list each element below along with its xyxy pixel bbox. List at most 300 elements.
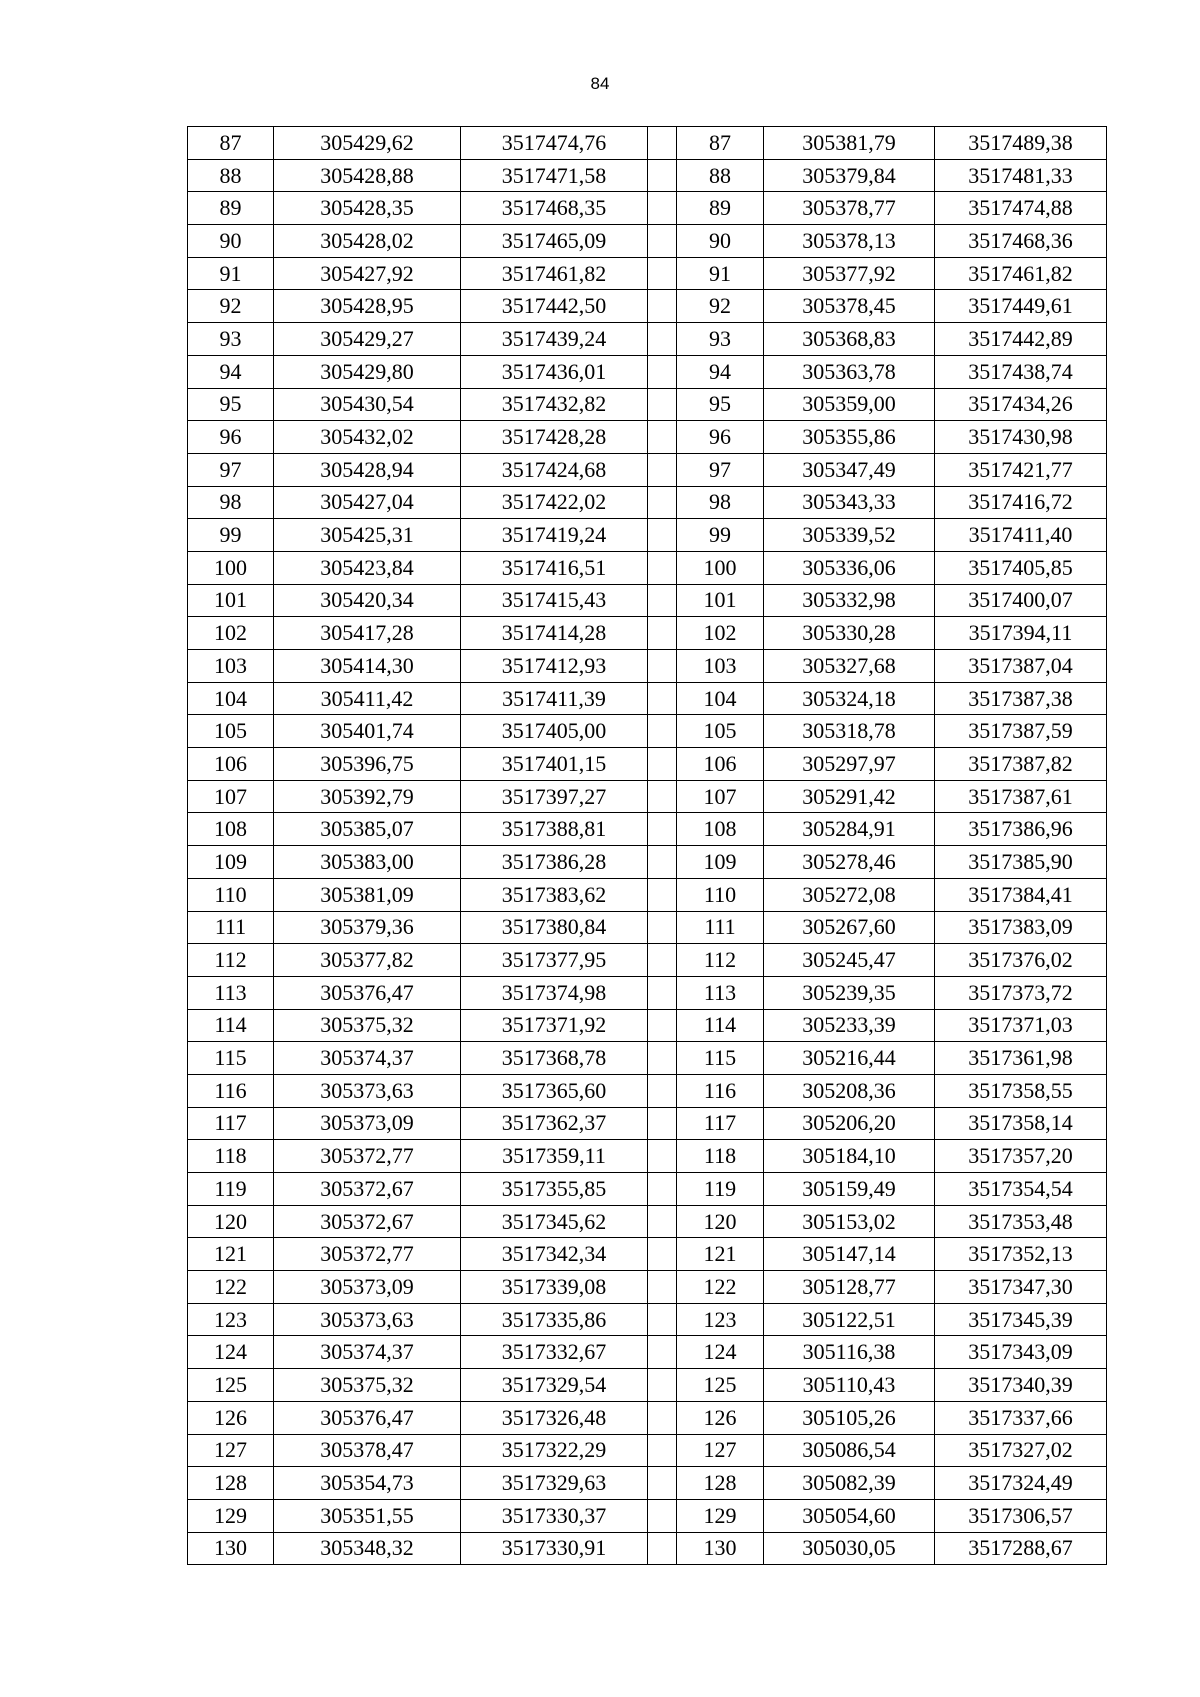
right-y-coordinate: 3517327,02 <box>935 1434 1107 1467</box>
table-row <box>188 486 1107 519</box>
table-row <box>188 715 1107 748</box>
left-x-coordinate: 305376,47 <box>274 976 461 1009</box>
left-point-number: 104 <box>188 682 274 715</box>
right-point-number: 92 <box>677 290 764 323</box>
right-point-number: 98 <box>677 486 764 519</box>
left-point-number: 92 <box>188 290 274 323</box>
left-y-coordinate: 3517414,28 <box>461 617 648 650</box>
right-x-coordinate: 305378,13 <box>764 225 935 258</box>
left-y-coordinate: 3517330,91 <box>461 1532 648 1565</box>
separator-cell <box>648 519 677 552</box>
left-point-number: 103 <box>188 650 274 683</box>
left-x-coordinate: 305392,79 <box>274 780 461 813</box>
right-x-coordinate: 305377,92 <box>764 257 935 290</box>
left-point-number: 126 <box>188 1401 274 1434</box>
right-y-coordinate: 3517306,57 <box>935 1499 1107 1532</box>
left-point-number: 111 <box>188 911 274 944</box>
right-point-number: 118 <box>677 1140 764 1173</box>
table-row <box>188 225 1107 258</box>
right-x-coordinate: 305147,14 <box>764 1238 935 1271</box>
right-x-coordinate: 305239,35 <box>764 976 935 1009</box>
separator-cell <box>648 1140 677 1173</box>
right-x-coordinate: 305105,26 <box>764 1401 935 1434</box>
right-point-number: 89 <box>677 192 764 225</box>
left-y-coordinate: 3517377,95 <box>461 944 648 977</box>
separator-cell <box>648 780 677 813</box>
right-point-number: 93 <box>677 323 764 356</box>
left-point-number: 110 <box>188 878 274 911</box>
right-point-number: 120 <box>677 1205 764 1238</box>
right-y-coordinate: 3517461,82 <box>935 257 1107 290</box>
left-x-coordinate: 305417,28 <box>274 617 461 650</box>
left-point-number: 105 <box>188 715 274 748</box>
right-x-coordinate: 305379,84 <box>764 159 935 192</box>
separator-cell <box>648 1499 677 1532</box>
left-y-coordinate: 3517329,54 <box>461 1369 648 1402</box>
right-point-number: 110 <box>677 878 764 911</box>
left-y-coordinate: 3517419,24 <box>461 519 648 552</box>
left-y-coordinate: 3517401,15 <box>461 748 648 781</box>
table-row <box>188 1336 1107 1369</box>
left-x-coordinate: 305373,09 <box>274 1271 461 1304</box>
right-x-coordinate: 305355,86 <box>764 421 935 454</box>
right-y-coordinate: 3517385,90 <box>935 846 1107 879</box>
table-row <box>188 911 1107 944</box>
right-x-coordinate: 305284,91 <box>764 813 935 846</box>
right-x-coordinate: 305378,77 <box>764 192 935 225</box>
left-y-coordinate: 3517322,29 <box>461 1434 648 1467</box>
left-y-coordinate: 3517374,98 <box>461 976 648 1009</box>
right-x-coordinate: 305245,47 <box>764 944 935 977</box>
table-row <box>188 976 1107 1009</box>
separator-cell <box>648 944 677 977</box>
left-x-coordinate: 305401,74 <box>274 715 461 748</box>
right-x-coordinate: 305216,44 <box>764 1042 935 1075</box>
left-point-number: 128 <box>188 1467 274 1500</box>
right-y-coordinate: 3517468,36 <box>935 225 1107 258</box>
left-point-number: 114 <box>188 1009 274 1042</box>
separator-cell <box>648 1074 677 1107</box>
right-y-coordinate: 3517421,77 <box>935 453 1107 486</box>
table-row <box>188 1140 1107 1173</box>
right-y-coordinate: 3517358,55 <box>935 1074 1107 1107</box>
right-x-coordinate: 305318,78 <box>764 715 935 748</box>
separator-cell <box>648 1173 677 1206</box>
left-x-coordinate: 305372,77 <box>274 1140 461 1173</box>
right-x-coordinate: 305082,39 <box>764 1467 935 1500</box>
left-y-coordinate: 3517380,84 <box>461 911 648 944</box>
right-y-coordinate: 3517345,39 <box>935 1303 1107 1336</box>
left-point-number: 122 <box>188 1271 274 1304</box>
table-row <box>188 323 1107 356</box>
right-y-coordinate: 3517384,41 <box>935 878 1107 911</box>
left-point-number: 118 <box>188 1140 274 1173</box>
table-row <box>188 1074 1107 1107</box>
table-row <box>188 1467 1107 1500</box>
right-x-coordinate: 305184,10 <box>764 1140 935 1173</box>
right-point-number: 109 <box>677 846 764 879</box>
table-row <box>188 846 1107 879</box>
left-point-number: 115 <box>188 1042 274 1075</box>
left-point-number: 100 <box>188 551 274 584</box>
left-point-number: 117 <box>188 1107 274 1140</box>
left-x-coordinate: 305428,02 <box>274 225 461 258</box>
table-row <box>188 519 1107 552</box>
left-point-number: 87 <box>188 127 274 160</box>
left-point-number: 113 <box>188 976 274 1009</box>
left-x-coordinate: 305377,82 <box>274 944 461 977</box>
left-y-coordinate: 3517386,28 <box>461 846 648 879</box>
left-x-coordinate: 305423,84 <box>274 551 461 584</box>
left-y-coordinate: 3517388,81 <box>461 813 648 846</box>
right-y-coordinate: 3517383,09 <box>935 911 1107 944</box>
left-point-number: 101 <box>188 584 274 617</box>
left-y-coordinate: 3517345,62 <box>461 1205 648 1238</box>
right-point-number: 114 <box>677 1009 764 1042</box>
right-point-number: 105 <box>677 715 764 748</box>
table-row <box>188 1042 1107 1075</box>
left-point-number: 97 <box>188 453 274 486</box>
left-point-number: 93 <box>188 323 274 356</box>
left-x-coordinate: 305348,32 <box>274 1532 461 1565</box>
right-point-number: 87 <box>677 127 764 160</box>
right-x-coordinate: 305378,45 <box>764 290 935 323</box>
right-x-coordinate: 305332,98 <box>764 584 935 617</box>
right-point-number: 121 <box>677 1238 764 1271</box>
right-x-coordinate: 305368,83 <box>764 323 935 356</box>
right-point-number: 97 <box>677 453 764 486</box>
separator-cell <box>648 1303 677 1336</box>
left-x-coordinate: 305351,55 <box>274 1499 461 1532</box>
left-x-coordinate: 305373,63 <box>274 1074 461 1107</box>
left-point-number: 98 <box>188 486 274 519</box>
separator-cell <box>648 1467 677 1500</box>
left-y-coordinate: 3517436,01 <box>461 355 648 388</box>
right-x-coordinate: 305336,06 <box>764 551 935 584</box>
right-point-number: 88 <box>677 159 764 192</box>
separator-cell <box>648 976 677 1009</box>
separator-cell <box>648 159 677 192</box>
table-row <box>188 944 1107 977</box>
right-point-number: 91 <box>677 257 764 290</box>
separator-cell <box>648 421 677 454</box>
left-y-coordinate: 3517355,85 <box>461 1173 648 1206</box>
table-row <box>188 813 1107 846</box>
coordinates-table <box>187 126 1107 1565</box>
left-x-coordinate: 305425,31 <box>274 519 461 552</box>
right-x-coordinate: 305086,54 <box>764 1434 935 1467</box>
right-y-coordinate: 3517288,67 <box>935 1532 1107 1565</box>
left-y-coordinate: 3517362,37 <box>461 1107 648 1140</box>
right-x-coordinate: 305122,51 <box>764 1303 935 1336</box>
table-row <box>188 584 1107 617</box>
table-row <box>188 1205 1107 1238</box>
right-y-coordinate: 3517337,66 <box>935 1401 1107 1434</box>
left-x-coordinate: 305374,37 <box>274 1042 461 1075</box>
left-x-coordinate: 305427,04 <box>274 486 461 519</box>
table-row <box>188 551 1107 584</box>
right-point-number: 101 <box>677 584 764 617</box>
right-y-coordinate: 3517361,98 <box>935 1042 1107 1075</box>
right-y-coordinate: 3517416,72 <box>935 486 1107 519</box>
right-point-number: 108 <box>677 813 764 846</box>
left-y-coordinate: 3517411,39 <box>461 682 648 715</box>
right-y-coordinate: 3517400,07 <box>935 584 1107 617</box>
right-x-coordinate: 305206,20 <box>764 1107 935 1140</box>
table-row <box>188 355 1107 388</box>
left-x-coordinate: 305375,32 <box>274 1009 461 1042</box>
left-y-coordinate: 3517468,35 <box>461 192 648 225</box>
right-x-coordinate: 305267,60 <box>764 911 935 944</box>
right-y-coordinate: 3517387,82 <box>935 748 1107 781</box>
table-row <box>188 1434 1107 1467</box>
right-x-coordinate: 305327,68 <box>764 650 935 683</box>
left-point-number: 130 <box>188 1532 274 1565</box>
left-point-number: 121 <box>188 1238 274 1271</box>
separator-cell <box>648 846 677 879</box>
left-x-coordinate: 305411,42 <box>274 682 461 715</box>
right-y-coordinate: 3517387,61 <box>935 780 1107 813</box>
left-y-coordinate: 3517371,92 <box>461 1009 648 1042</box>
table-row <box>188 780 1107 813</box>
right-y-coordinate: 3517430,98 <box>935 421 1107 454</box>
separator-cell <box>648 584 677 617</box>
table-row <box>188 1009 1107 1042</box>
right-y-coordinate: 3517324,49 <box>935 1467 1107 1500</box>
left-x-coordinate: 305429,62 <box>274 127 461 160</box>
left-x-coordinate: 305373,63 <box>274 1303 461 1336</box>
right-point-number: 111 <box>677 911 764 944</box>
right-point-number: 112 <box>677 944 764 977</box>
table-row <box>188 1173 1107 1206</box>
left-x-coordinate: 305429,27 <box>274 323 461 356</box>
right-point-number: 104 <box>677 682 764 715</box>
right-point-number: 126 <box>677 1401 764 1434</box>
separator-cell <box>648 1205 677 1238</box>
right-x-coordinate: 305343,33 <box>764 486 935 519</box>
right-point-number: 90 <box>677 225 764 258</box>
separator-cell <box>648 650 677 683</box>
right-point-number: 122 <box>677 1271 764 1304</box>
left-x-coordinate: 305376,47 <box>274 1401 461 1434</box>
left-point-number: 95 <box>188 388 274 421</box>
right-point-number: 99 <box>677 519 764 552</box>
separator-cell <box>648 453 677 486</box>
left-x-coordinate: 305381,09 <box>274 878 461 911</box>
left-point-number: 106 <box>188 748 274 781</box>
separator-cell <box>648 1434 677 1467</box>
left-x-coordinate: 305430,54 <box>274 388 461 421</box>
separator-cell <box>648 1042 677 1075</box>
right-point-number: 107 <box>677 780 764 813</box>
separator-cell <box>648 1401 677 1434</box>
table-row <box>188 1107 1107 1140</box>
table-row <box>188 1369 1107 1402</box>
left-point-number: 107 <box>188 780 274 813</box>
left-point-number: 108 <box>188 813 274 846</box>
left-y-coordinate: 3517465,09 <box>461 225 648 258</box>
table-row <box>188 453 1107 486</box>
table-row <box>188 1238 1107 1271</box>
table-row <box>188 290 1107 323</box>
left-point-number: 109 <box>188 846 274 879</box>
table-row <box>188 1271 1107 1304</box>
right-y-coordinate: 3517481,33 <box>935 159 1107 192</box>
right-x-coordinate: 305159,49 <box>764 1173 935 1206</box>
left-x-coordinate: 305414,30 <box>274 650 461 683</box>
right-x-coordinate: 305297,97 <box>764 748 935 781</box>
separator-cell <box>648 878 677 911</box>
left-x-coordinate: 305385,07 <box>274 813 461 846</box>
right-point-number: 102 <box>677 617 764 650</box>
right-y-coordinate: 3517387,59 <box>935 715 1107 748</box>
left-point-number: 119 <box>188 1173 274 1206</box>
table-row <box>188 1499 1107 1532</box>
left-y-coordinate: 3517416,51 <box>461 551 648 584</box>
left-y-coordinate: 3517342,34 <box>461 1238 648 1271</box>
left-y-coordinate: 3517474,76 <box>461 127 648 160</box>
left-point-number: 112 <box>188 944 274 977</box>
right-y-coordinate: 3517347,30 <box>935 1271 1107 1304</box>
left-y-coordinate: 3517471,58 <box>461 159 648 192</box>
right-point-number: 127 <box>677 1434 764 1467</box>
left-y-coordinate: 3517415,43 <box>461 584 648 617</box>
right-y-coordinate: 3517354,54 <box>935 1173 1107 1206</box>
table-row <box>188 617 1107 650</box>
left-point-number: 123 <box>188 1303 274 1336</box>
left-x-coordinate: 305420,34 <box>274 584 461 617</box>
right-y-coordinate: 3517405,85 <box>935 551 1107 584</box>
right-x-coordinate: 305272,08 <box>764 878 935 911</box>
left-x-coordinate: 305379,36 <box>274 911 461 944</box>
left-y-coordinate: 3517359,11 <box>461 1140 648 1173</box>
left-x-coordinate: 305428,95 <box>274 290 461 323</box>
separator-cell <box>648 715 677 748</box>
table-row <box>188 127 1107 160</box>
left-y-coordinate: 3517329,63 <box>461 1467 648 1500</box>
table-row <box>188 878 1107 911</box>
left-y-coordinate: 3517332,67 <box>461 1336 648 1369</box>
left-x-coordinate: 305396,75 <box>274 748 461 781</box>
left-y-coordinate: 3517368,78 <box>461 1042 648 1075</box>
right-x-coordinate: 305110,43 <box>764 1369 935 1402</box>
left-point-number: 99 <box>188 519 274 552</box>
right-x-coordinate: 305128,77 <box>764 1271 935 1304</box>
right-x-coordinate: 305030,05 <box>764 1532 935 1565</box>
left-point-number: 91 <box>188 257 274 290</box>
right-y-coordinate: 3517449,61 <box>935 290 1107 323</box>
separator-cell <box>648 1369 677 1402</box>
table-row <box>188 257 1107 290</box>
table-row <box>188 1401 1107 1434</box>
left-x-coordinate: 305354,73 <box>274 1467 461 1500</box>
right-x-coordinate: 305347,49 <box>764 453 935 486</box>
left-x-coordinate: 305374,37 <box>274 1336 461 1369</box>
table-row <box>188 421 1107 454</box>
right-x-coordinate: 305278,46 <box>764 846 935 879</box>
right-point-number: 123 <box>677 1303 764 1336</box>
right-x-coordinate: 305233,39 <box>764 1009 935 1042</box>
table-row <box>188 1532 1107 1565</box>
right-point-number: 113 <box>677 976 764 1009</box>
left-x-coordinate: 305427,92 <box>274 257 461 290</box>
left-x-coordinate: 305383,00 <box>274 846 461 879</box>
separator-cell <box>648 486 677 519</box>
left-x-coordinate: 305428,94 <box>274 453 461 486</box>
left-y-coordinate: 3517397,27 <box>461 780 648 813</box>
right-y-coordinate: 3517343,09 <box>935 1336 1107 1369</box>
left-point-number: 89 <box>188 192 274 225</box>
left-x-coordinate: 305428,35 <box>274 192 461 225</box>
left-y-coordinate: 3517424,68 <box>461 453 648 486</box>
right-y-coordinate: 3517353,48 <box>935 1205 1107 1238</box>
left-x-coordinate: 305373,09 <box>274 1107 461 1140</box>
left-y-coordinate: 3517432,82 <box>461 388 648 421</box>
table-row <box>188 159 1107 192</box>
right-point-number: 115 <box>677 1042 764 1075</box>
right-x-coordinate: 305054,60 <box>764 1499 935 1532</box>
left-y-coordinate: 3517422,02 <box>461 486 648 519</box>
left-y-coordinate: 3517335,86 <box>461 1303 648 1336</box>
table-row <box>188 748 1107 781</box>
right-point-number: 94 <box>677 355 764 388</box>
separator-cell <box>648 1107 677 1140</box>
separator-cell <box>648 748 677 781</box>
left-point-number: 125 <box>188 1369 274 1402</box>
right-point-number: 116 <box>677 1074 764 1107</box>
left-point-number: 102 <box>188 617 274 650</box>
separator-cell <box>648 682 677 715</box>
right-point-number: 100 <box>677 551 764 584</box>
right-point-number: 128 <box>677 1467 764 1500</box>
right-x-coordinate: 305208,36 <box>764 1074 935 1107</box>
right-point-number: 125 <box>677 1369 764 1402</box>
left-y-coordinate: 3517439,24 <box>461 323 648 356</box>
right-y-coordinate: 3517489,38 <box>935 127 1107 160</box>
separator-cell <box>648 225 677 258</box>
right-x-coordinate: 305116,38 <box>764 1336 935 1369</box>
right-x-coordinate: 305381,79 <box>764 127 935 160</box>
left-y-coordinate: 3517405,00 <box>461 715 648 748</box>
left-y-coordinate: 3517326,48 <box>461 1401 648 1434</box>
left-point-number: 127 <box>188 1434 274 1467</box>
right-y-coordinate: 3517474,88 <box>935 192 1107 225</box>
separator-cell <box>648 1336 677 1369</box>
separator-cell <box>648 257 677 290</box>
right-y-coordinate: 3517340,39 <box>935 1369 1107 1402</box>
left-point-number: 120 <box>188 1205 274 1238</box>
left-x-coordinate: 305429,80 <box>274 355 461 388</box>
separator-cell <box>648 290 677 323</box>
right-point-number: 96 <box>677 421 764 454</box>
separator-cell <box>648 1532 677 1565</box>
left-x-coordinate: 305432,02 <box>274 421 461 454</box>
left-point-number: 116 <box>188 1074 274 1107</box>
left-point-number: 96 <box>188 421 274 454</box>
left-y-coordinate: 3517428,28 <box>461 421 648 454</box>
left-x-coordinate: 305372,67 <box>274 1205 461 1238</box>
separator-cell <box>648 127 677 160</box>
table-row <box>188 650 1107 683</box>
page-number: 84 <box>590 74 610 93</box>
right-x-coordinate: 305291,42 <box>764 780 935 813</box>
left-point-number: 129 <box>188 1499 274 1532</box>
left-point-number: 88 <box>188 159 274 192</box>
right-x-coordinate: 305359,00 <box>764 388 935 421</box>
table-row <box>188 682 1107 715</box>
left-point-number: 90 <box>188 225 274 258</box>
separator-cell <box>648 1238 677 1271</box>
